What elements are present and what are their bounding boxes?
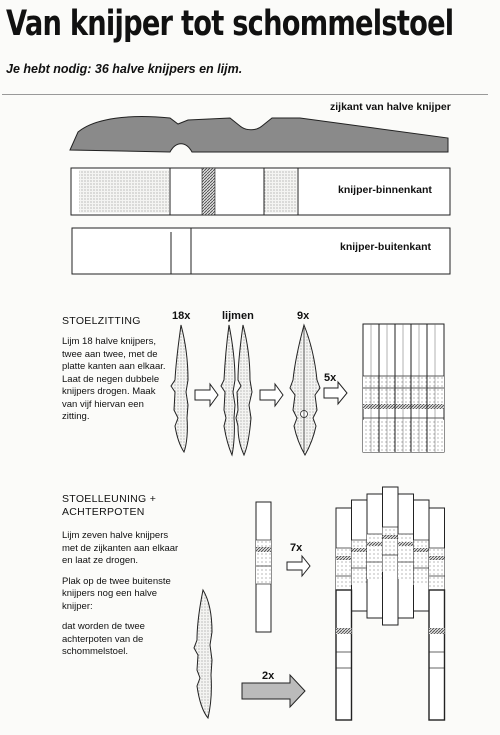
inner-side-label: knijper-binnenkant <box>338 184 432 196</box>
pin-texture <box>398 534 414 579</box>
half-pins-pair <box>221 325 252 455</box>
seat-instructions: Lijm 18 halve knijpers, twee aan twee, met de platte kanten aan elkaar. Laat de negen dubbele knijpers drogen. Maak van vijf hiervan een zitting. <box>62 336 166 422</box>
step-label-9x: 9x <box>297 310 310 322</box>
pin-spring <box>429 556 445 560</box>
multiplier-2x: 2x <box>262 670 275 682</box>
seat-result <box>363 324 444 452</box>
leg-spring <box>336 628 352 634</box>
pin-spring <box>414 548 430 552</box>
backrest-text-1: Lijm zeven halve knijpers met de zijkanten aan elkaar en laat ze drogen. <box>62 530 179 566</box>
step-label-18x: 18x <box>172 310 191 322</box>
pin-texture <box>367 534 383 579</box>
clothespin-side-view <box>70 117 448 152</box>
pin-spring <box>398 542 414 546</box>
pin-texture <box>336 548 352 593</box>
backrest-section-title: STOELLEUNING + ACHTERPOTEN <box>62 493 157 518</box>
page-subtitle: Je hebt nodig: 36 halve knijpers en lijm. <box>6 62 243 76</box>
double-pin <box>290 325 320 455</box>
rear-leg <box>429 590 445 720</box>
backrest-text-2: Plak op de twee buitenste knijpers nog een halve knijper: <box>62 575 171 612</box>
backrest-text-3: dat worden de twee achterpoten van de schommelstoel. <box>62 621 145 657</box>
pin-spring <box>336 556 352 560</box>
arrow-icon <box>324 382 347 404</box>
backrest-instructions <box>62 530 180 667</box>
pin-spring <box>352 548 368 552</box>
arrow-icon <box>287 556 310 576</box>
arrow-icon <box>260 384 283 406</box>
pin-spring <box>367 542 383 546</box>
pin-front-view <box>256 502 271 632</box>
multiplier-5x: 5x <box>324 372 337 384</box>
half-pin-side <box>194 590 212 718</box>
side-view-label: zijkant van halve knijper <box>330 101 451 113</box>
pin-texture <box>352 540 368 585</box>
multiplier-7x: 7x <box>290 542 303 554</box>
seat-section-title: STOELZITTING <box>62 315 141 327</box>
leg-spring <box>429 628 445 634</box>
backrest-result <box>336 487 445 720</box>
page-title: Van knijper tot schommelstoel <box>6 4 454 44</box>
pin-texture <box>414 540 430 585</box>
pin-texture <box>429 548 445 593</box>
pin-spring <box>383 535 399 539</box>
arrow-icon <box>195 384 218 406</box>
rear-leg <box>336 590 352 720</box>
outer-side-label: knijper-buitenkant <box>340 241 432 253</box>
pin-texture <box>383 527 399 572</box>
step-label-lijmen: lijmen <box>222 310 254 322</box>
half-pin-single <box>171 325 188 452</box>
